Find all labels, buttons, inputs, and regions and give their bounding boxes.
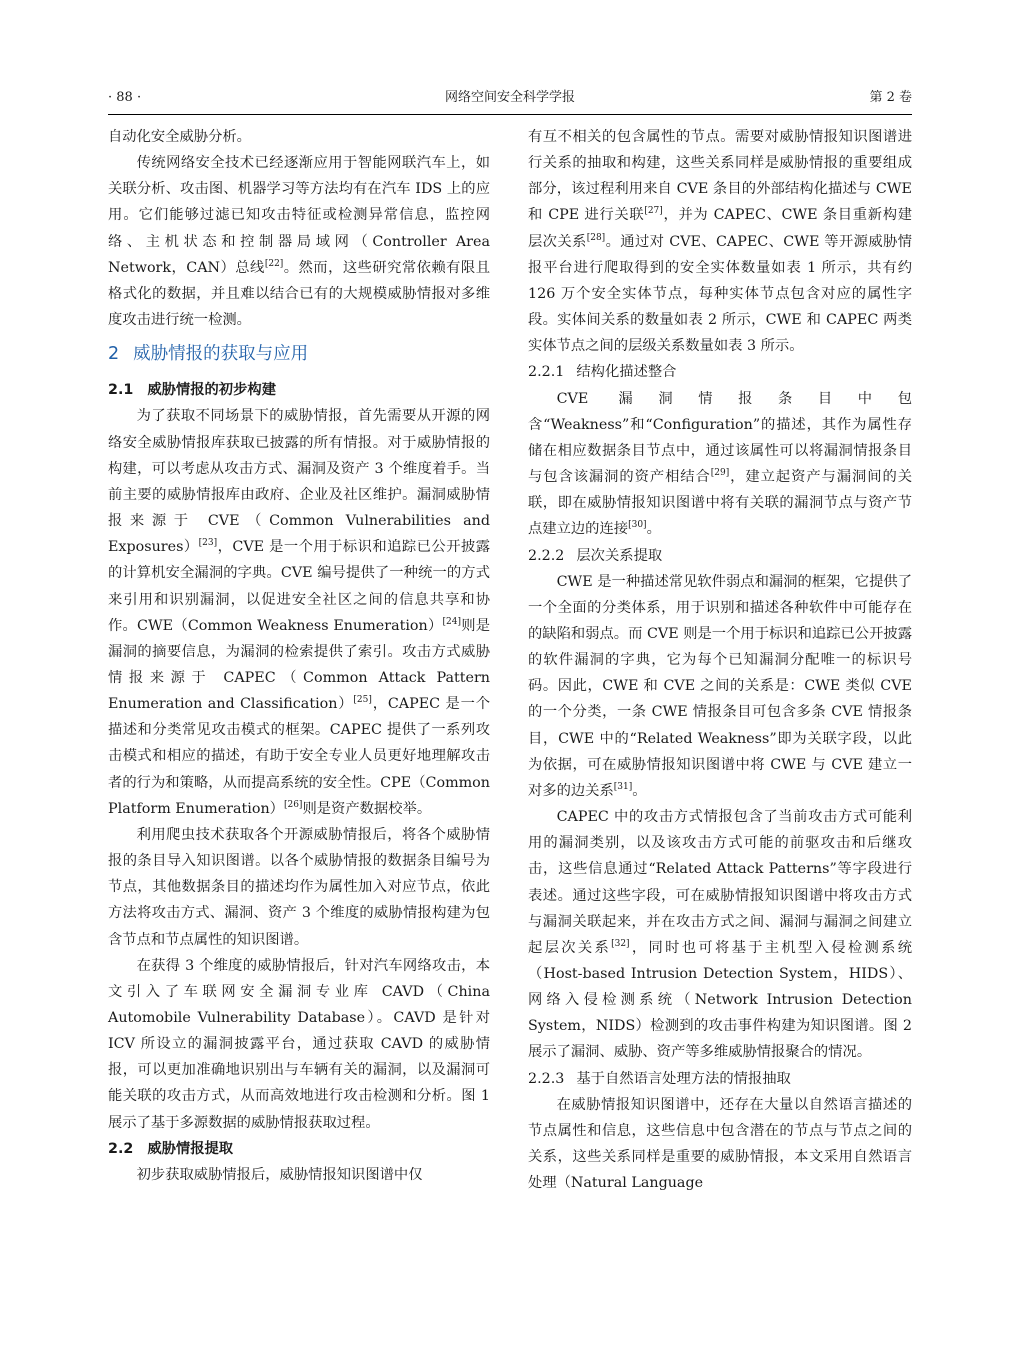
citation: [25] [353,695,372,706]
paragraph: CWE 是一种描述常见软件弱点和漏洞的框架，它提供了一个全面的分类体系，用于识别和描述各种软件中可能存在的缺陷和弱点。而 CVE 则是一个用于标识和追踪已公开披露的软件漏洞的字典，它为每个已知漏洞分配唯一的标识号码。因此，CWE 和 CVE 之间的关系是：CWE 类似 CVE 的一个分类，一条 CWE 情报条目可包含多条 CVE 情报条目，CWE 中的“Related Weakness”即为关联字段，以此为依据，可在威胁情报知识图谱中将 CWE 与 CVE 建立一对多的边关系[31]。 [528,573,912,799]
citation: [28] [586,232,606,243]
citation: [27] [644,206,663,217]
citation: [23] [198,538,218,549]
right-column [528,124,912,1196]
journal-name: 网络空间安全科学学报 [444,90,575,105]
paragraph: 在威胁情报知识图谱中，还存在大量以自然语言描述的节点属性和信息，这些信息中包含潜在的节点与节点之间的关系，这些关系同样是重要的威胁情报，本文采用自然语言处理（Natural Language [528,1096,912,1192]
citation: [30] [628,520,647,531]
paragraph: 有互不相关的包含属性的节点。需要对威胁情报知识图谱进行关系的抽取和构建，这些关系同样是威胁情报的重要组成部分，该过程利用来自 CVE 条目的外部结构化描述与 CWE 和 CPE 进行关联[27]，并为 CAPEC、CWE 条目重新构建层次关系[28]。通过对 CVE、CAPEC、CWE 等开源威胁情报平台进行爬取得到的安全实体数量如表 1 所示，共有约 126 万个安全实体节点，每种实体节点包含对应的属性字段。实体间关系的数量如表 2 所示，CWE 和 CAPEC 两类实体节点之间的层级关系数量如表 3 所示。 [528,129,912,355]
paragraph: 在获得 3 个维度的威胁情报后，针对汽车网络攻击，本文引入了车联网安全漏洞专业库 CAVD（China Automobile Vulnerability Database）。CAVD 是针对 ICV 所设立的漏洞披露平台，通过获取 CAVD 的威胁情报，可以更加准确地识别出与车辆有关的漏洞，以及漏洞可能关联的攻击方式，从而高效地进行攻击检测和分析。图 1 展示了基于多源数据的威胁情报获取过程。 [108,957,490,1131]
section-heading: 2 威胁情报的获取与应用 [108,344,309,365]
paragraph: 为了获取不同场景下的威胁情报，首先需要从开源的网络安全威胁情报库获取已披露的所有情报。对于威胁情报的构建，可以考虑从攻击方式、漏洞及资产 3 个维度着手。当前主要的威胁情报库由政府、企业及社区维护。漏洞威胁情报来源于 CVE（Common Vulnerabilities and Exposures）[23]，CVE 是一个用于标识和追踪已公开披露的计算机安全漏洞的字典。CVE 编号提供了一种统一的方式来引用和识别漏洞，以促进安全社区之间的信息共享和协作。CWE（Common Weakness Enumeration）[24]则是漏洞的摘要信息，为漏洞的检索提供了索引。攻击方式威胁情报来源于 CAPEC（Common Attack Pattern Enumeration and Classification）[25]，CAPEC 是一个描述和分类常见攻击模式的框架。CAPEC 提供了一系列攻击模式和相应的描述，有助于安全专业人员更好地理解攻击者的行为和策略，从而提高系统的安全性。CPE（Common Platform Enumeration）[26]则是资产数据校举。 [108,408,491,817]
left-column [108,124,490,1188]
page-number: · 88 · [108,90,142,105]
subsection-heading: 2.1 威胁情报的初步构建 [108,382,276,399]
subsubsection-heading: 2.2.2 层次关系提取 [528,547,663,564]
page-header [108,88,912,110]
paragraph: 利用爬虫技术获取各个开源威胁情报后，将各个威胁情报的条目导入知识图谱。以各个威胁情报的数据条目编号为节点，其他数据条目的描述均作为属性加入对应节点，依此方法将攻击方式、漏洞、资产 3 个维度的威胁情报构建为包含节点和节点属性的知识图谱。 [108,826,490,948]
citation: [29] [710,468,730,479]
paragraph: CAPEC 中的攻击方式情报包含了当前攻击方式可能利用的漏洞类别，以及该攻击方式可能的前驱攻击和后继攻击，这些信息通过“Related Attack Patterns”等字段进行表述。通过这些字段，可在威胁情报知识图谱中将攻击方式与漏洞关联起来，并在攻击方式之间、漏洞与漏洞之间建立起层次关系[32]，同时也可将基于主机型入侵检测系统（Host-based Intrusion Detection System，HIDS）、网络入侵检测系统（Network Intrusion Detection System，NIDS）检测到的攻击事件构建为知识图谱。图 2 展示了漏洞、威胁、资产等多维威胁情报聚合的情况。 [528,809,913,1061]
volume-label: 第 2 卷 [869,90,912,105]
subsection-heading: 2.2 威胁情报提取 [108,1140,234,1157]
citation: [22] [264,259,284,270]
citation: [26] [283,799,303,810]
paragraph: 自动化安全威胁分析。 [108,129,251,145]
header-rule [108,114,912,115]
paragraph: CVE 漏洞情报条目中包含“Weakness”和“Configuration”的描述，其作为属性存储在相应数据条目节点中，通过该属性可以将漏洞情报条目与包含该漏洞的资产相结合[29]，建立起资产与漏洞间的关联，即在威胁情报知识图谱中将有关联的漏洞节点与资产节点建立边的连接[30]。 [528,390,913,538]
paragraph: 初步获取威胁情报后，威胁情报知识图谱中仅 [136,1166,423,1183]
citation: [31] [613,782,633,793]
subsubsection-heading: 2.2.1 结构化描述整合 [528,364,677,381]
citation: [32] [611,939,630,950]
citation: [24] [442,616,461,627]
subsubsection-heading: 2.2.3 基于自然语言处理方法的情报抽取 [528,1070,791,1087]
paragraph: 传统网络安全技术已经逐渐应用于智能网联汽车上，如关联分析、攻击图、机器学习等方法均有在汽车 IDS 上的应用。它们能够过滤已知攻击特征或检测异常信息，监控网络、主机状态和控制器局域网（Controller Area Network，CAN）总线[22]。然而，这些研究常依赖有限且格式化的数据，并且难以结合已有的大规模威胁情报对多维度攻击进行统一检测。 [108,155,490,329]
